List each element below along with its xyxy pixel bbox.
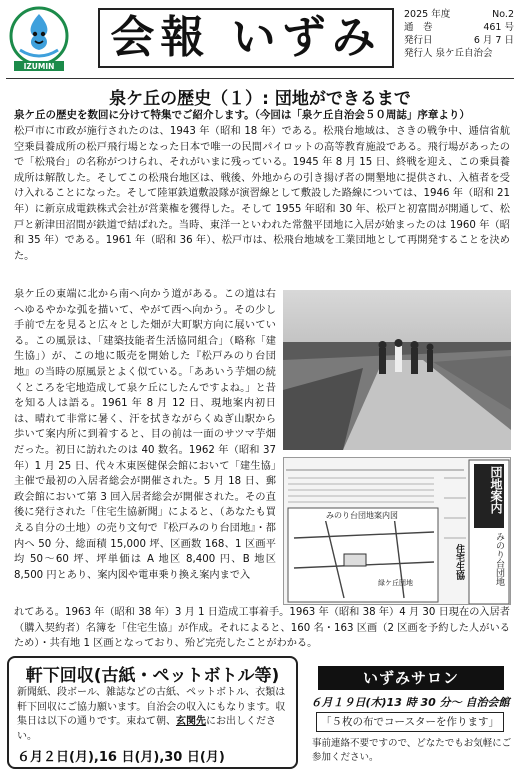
recycling-dates: ６月２日(月),16 日(月),30 日(月) — [17, 750, 225, 765]
mascot-logo — [8, 6, 70, 72]
recycling-notice — [7, 656, 298, 769]
recycling-body-text-2: にお出しください。 — [17, 716, 276, 742]
recycling-body — [17, 686, 293, 744]
clipping-banner: 団地案内 — [489, 466, 503, 514]
salon-notice — [306, 666, 514, 769]
article-paragraph-1: 松戸市に市政が施行されたのは、1943 年（昭和 18 年）である。松飛台地域は、さきの戦争中、逓信省航空乗員養成所の松戸飛行場となった日本で唯一の民間パイロットの高等教育施設である。飛行場があったので「松飛台」の名称がつけられ、それがいまに残っている。1945 年 8 月 15 日、終戦を迎え、この乗員養成所は解散した。そしてこの松飛台地区は、戦後、外地からの引き揚げ者の開墾地に提供され、入植者を受け入れることになった。そして陸軍鉄道敷設隊が演習線として敷設した路線については、1946 年（昭和 21 年）に新京成電鉄株式会社が営業権を獲得した。そして 1955 年昭和 30 年、松戸と初富間が開通して、松戸と新津田沼間が鉄道で結ばれた。当時、東洋一といわれた常盤平団地に入居が始まったのは 1960 年（昭和 35 年）である。1961 年（昭和 36 年）、松戸市は、松飛台地域を工業団地として再開発することを決めた。 — [14, 126, 510, 262]
clipping-station-label: 緑ケ丘団地 — [378, 579, 413, 587]
article-paragraph-2: 泉ケ丘の東端に北から南へ向かう道がある。この道は右へゆるやかな弧を描いて、やがて西へ向かう。その少し手前で左を見ると広々とした畑が大町駅方向に展いている。この風景は、「建築技能者生活協同組合」（略称「建生協」）が、この地に販売を開始した『松戸みのり台団地』の当時の原風景とよく似ている。「ああいう芋畑の続くところを宅地造成して泉ケ丘にしたんですよね。」と昔を知る人は語る。1961 年 8 月 12 日、現地案内初日は、晴れて非常に暑く、汗を拭きながらくぬぎ山駅から歩いて案内所に到着すると、目の前は一面のサツマ芋畑だった。初日に訪れたのは 40 数名。1962 年（昭和 37 年）1 月 25 日、代々木東医健保会館において「建生協」主催で最初の入居者総会が開催された。5 月 18 日、郵政会館において第 3 回入居者総会が開催された。その直後に発行された「住宅生協新聞」によると、（あなたも買える自分の土地）の売り文句で『松戸みのり台団地』・都内へ 50 分、総面積 15,000 坪、区画数 168、1 区画平均 50〜60 坪、坪単価は A 地区 8,400 円、B 地区 8,500 円とあり、案内図や電車乗り換え案内まで入 — [14, 289, 276, 581]
clipping-map-title: みのり台団地案内図 — [292, 510, 432, 521]
publisher: 発行人 泉ケ丘自治会 — [404, 48, 493, 59]
fiscal-year: 2025 年度 — [404, 9, 451, 20]
issued-label: 発行日 — [404, 35, 433, 46]
issue-info — [404, 8, 514, 60]
serial-number: 461 号 — [483, 22, 514, 33]
article-paragraph-3: れてある。1963 年（昭和 38 年）3 月 1 日造成工事着手。1963 年（昭和 38 年）4 月 30 日現在の入居者（購入契約者）名簿を「住宅生協」が作成。それによると、160 名・163 区画（2 区画を予約した人がいるため）・共有地 1 区画となっており、殆ど完売したことがわかる。 — [14, 607, 510, 650]
salon-datetime: ６月１９日(木)13 時 30 分〜 自治会館 — [310, 696, 510, 709]
issued-date: 6 月 7 日 — [473, 35, 514, 46]
serial-label: 通 巻 — [404, 22, 433, 33]
article-title: 泉ケ丘の歴史（１）: 団地ができるまで — [109, 89, 411, 109]
logo-caption: IZUMIN — [23, 62, 55, 71]
recycling-highlight: 玄関先 — [175, 716, 206, 727]
salon-theme: 「５枚の布でコースターを作ります」 — [316, 712, 504, 732]
issue-number: No.2 — [492, 9, 514, 20]
clipping-headline: 住宅生協 — [454, 544, 464, 580]
recycling-body-text-1: 新聞紙、段ボール、雑誌などの古紙、ペットボトル、衣類は軒下回収にご協力願います。自治会の収入にもなります。収集日は以下の通りです。束ねて朝、 — [17, 687, 286, 727]
newsletter-title-box — [98, 8, 394, 68]
salon-note: 事前連絡不要ですので、どなたでもお気軽にご参加ください。 — [312, 738, 512, 763]
newspaper-clipping — [283, 457, 511, 605]
historic-road-photo — [283, 290, 511, 450]
header-divider — [6, 78, 514, 79]
newsletter-title: 会報 いずみ — [110, 12, 382, 63]
clipping-subtitle: みのり台団地 — [494, 532, 504, 586]
salon-title: いずみサロン — [318, 666, 504, 690]
recycling-title: 軒下回収(古紙・ペットボトル等) — [25, 666, 280, 686]
article-lead: 泉ケ丘の歴史を数回に分けて特集でご紹介します。（今回は「泉ケ丘自治会５０周誌」序章より） — [14, 109, 470, 121]
